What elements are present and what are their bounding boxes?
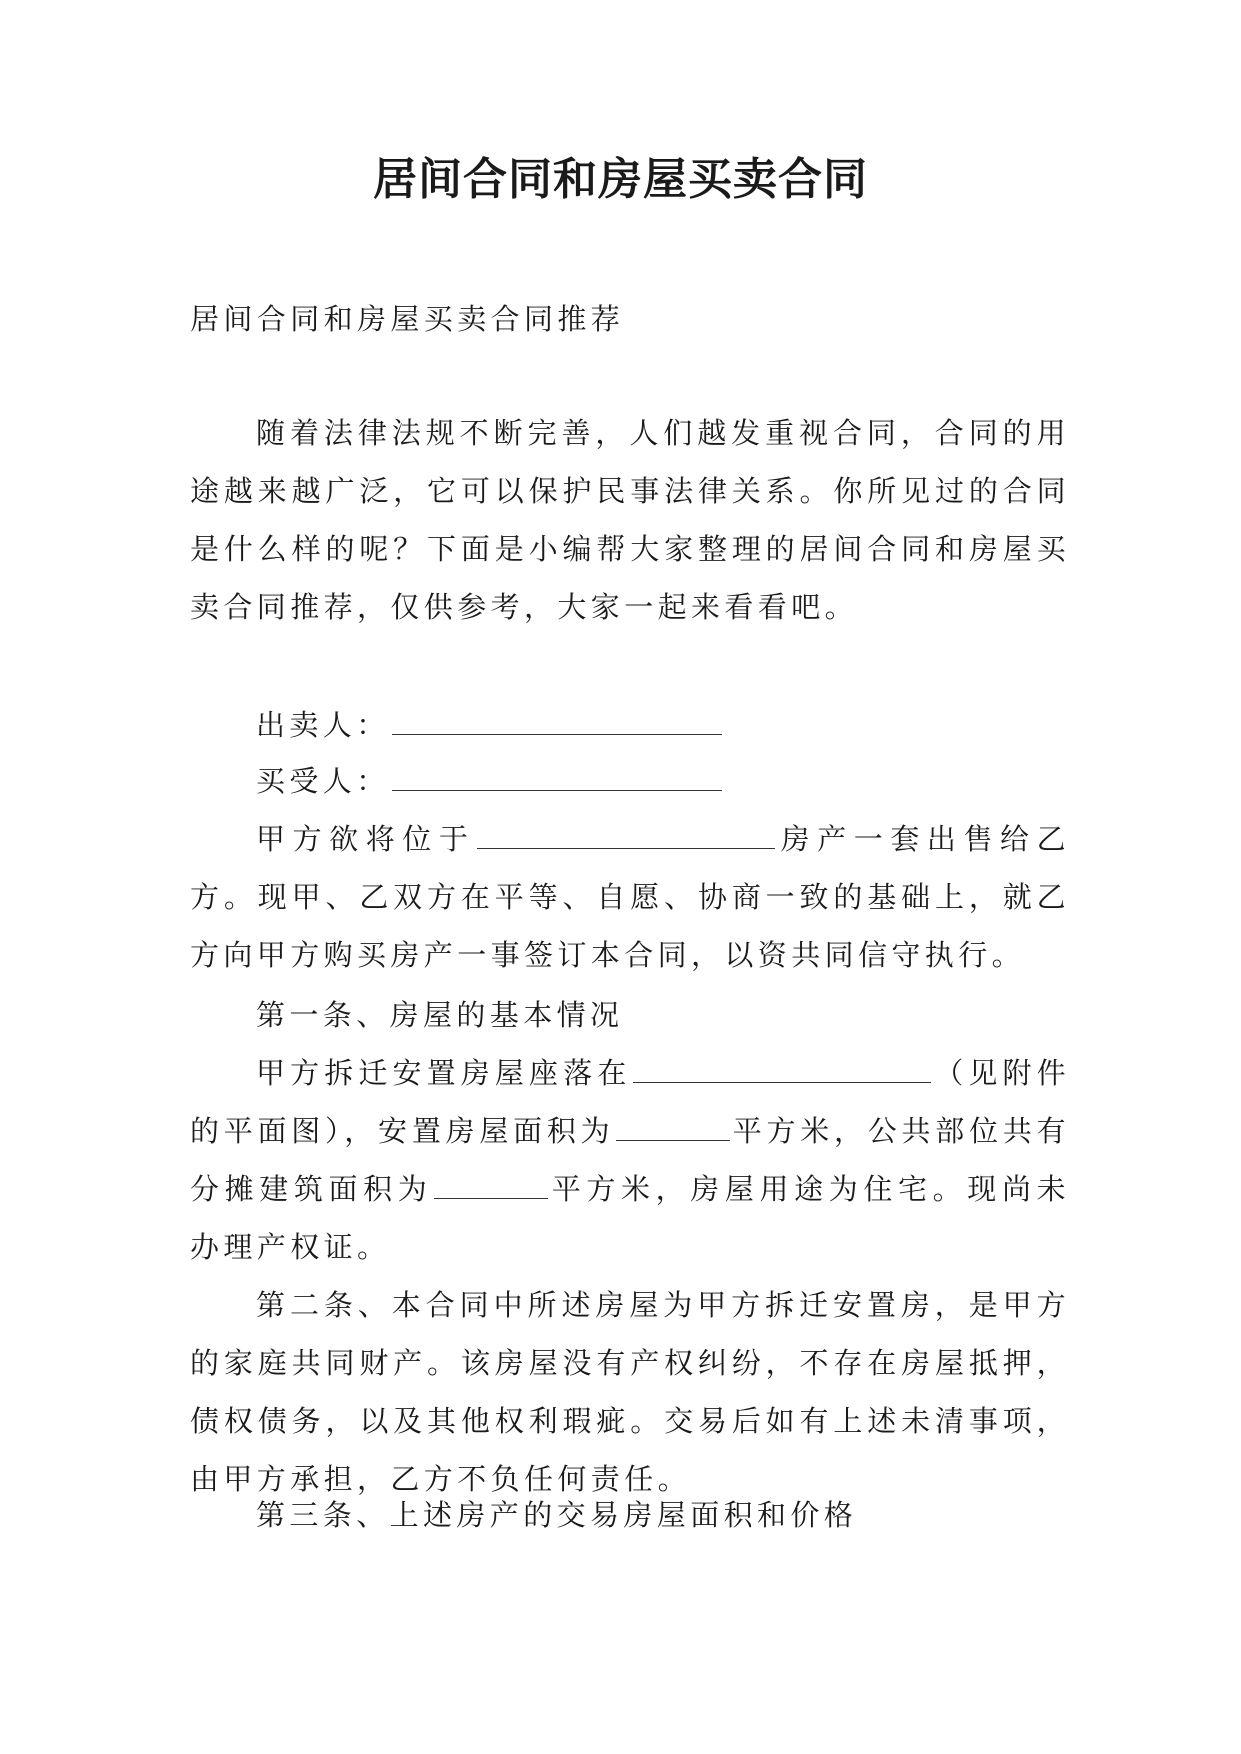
- article3-title: 第三条、上述房产的交易房屋面积和价格: [256, 1498, 858, 1532]
- buyer-blank: [392, 762, 722, 791]
- intent-text-1: 甲方欲将位于: [256, 822, 476, 856]
- document-subtitle: 居间合同和房屋买卖合同推荐: [190, 302, 625, 336]
- intent-text-2: 房产一套出售给乙方。现甲、乙双方在平等、自愿、协商一致的基础上，就乙方向甲方购买房产一事签订本合同，以资共同信守执行。: [190, 822, 1071, 972]
- area-blank: [616, 1112, 730, 1141]
- seller-blank: [392, 706, 722, 735]
- intro-paragraph: 随着法律法规不断完善，人们越发重视合同，合同的用途越来越广泛，它可以保护民事法律关系。你所见过的合同是什么样的呢？下面是小编帮大家整理的居间合同和房屋买卖合同推荐，仅供参考，大家一起来看看吧。: [190, 416, 1070, 624]
- article2-paragraph: 第二条、本合同中所述房屋为甲方拆迁安置房，是甲方的家庭共同财产。该房屋没有产权纠纷，不存在房屋抵押，债权债务，以及其他权利瑕疵。交易后如有上述未清事项，由甲方承担，乙方不负任何责任。: [190, 1288, 1070, 1496]
- buyer-label: 买受人：: [256, 764, 390, 798]
- article1-title: 第一条、房屋的基本情况: [256, 998, 624, 1032]
- article1-text-4: 平方米，房屋用途为住宅。现尚未办理产权证。: [190, 1172, 1070, 1264]
- seller-label: 出卖人：: [256, 708, 390, 742]
- article1-paragraph: [190, 1044, 1070, 1276]
- article1-text-2: （见附件的平面图），安置房屋面积为: [190, 1056, 1070, 1148]
- article1-text-1: 甲方拆迁安置房屋座落在: [256, 1056, 632, 1090]
- property-location-blank: [477, 820, 775, 849]
- intent-paragraph: [190, 810, 1070, 984]
- seller-line: [190, 696, 1070, 754]
- shared-area-blank: [434, 1170, 548, 1199]
- article1-text-3: 平方米，公共部位共有分摊建筑面积为: [190, 1114, 1070, 1206]
- buyer-line: [190, 752, 1070, 810]
- document-title: 居间合同和房屋买卖合同: [373, 154, 868, 205]
- house-location-blank: [633, 1054, 931, 1083]
